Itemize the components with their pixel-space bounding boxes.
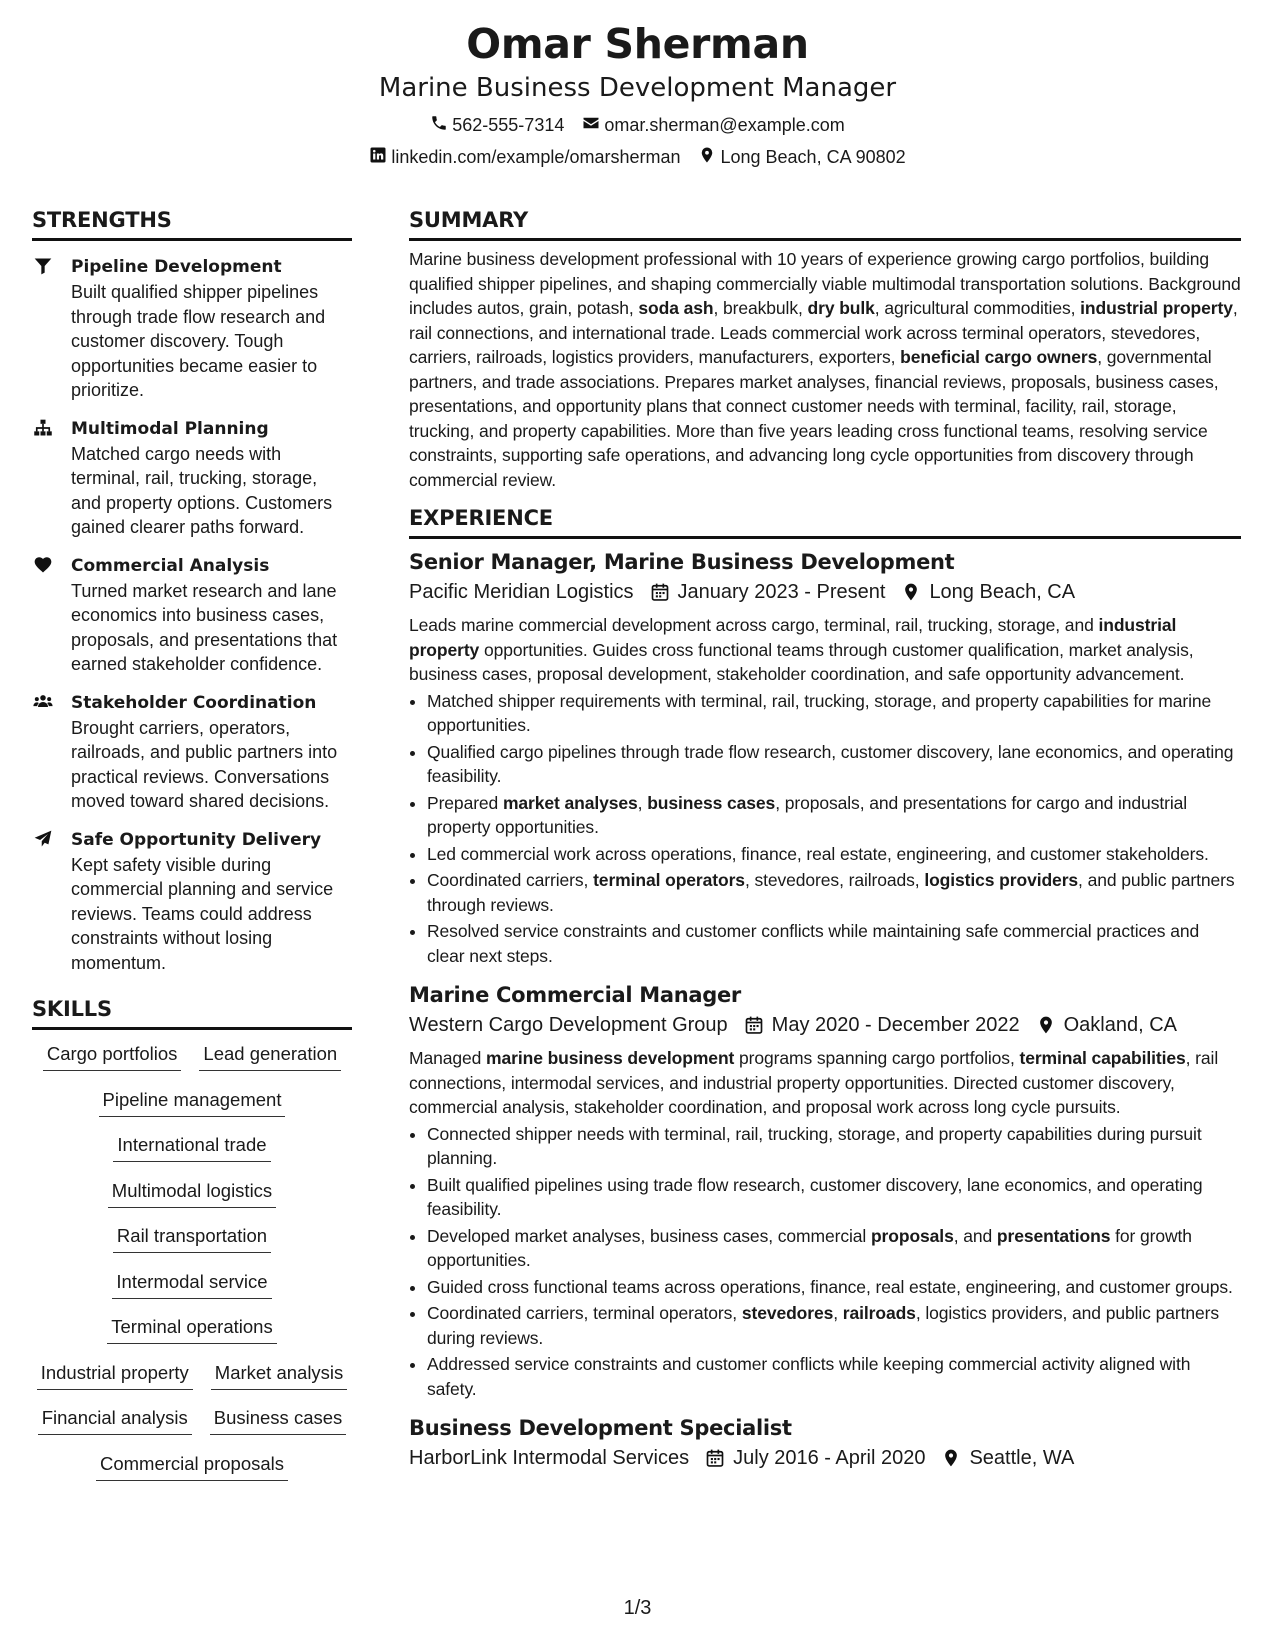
bullet-text: , and: [953, 1225, 997, 1246]
job-location-text: Oakland, CA: [1063, 1014, 1177, 1036]
bullet-text: , and public partners through reviews.: [427, 870, 1235, 915]
page-number: 1/3: [623, 1597, 652, 1619]
job-role: Business Development Specialist: [409, 1416, 792, 1440]
heart-icon: [32, 555, 56, 577]
skill-row: [113, 1133, 270, 1179]
job-bullet: [427, 689, 1241, 738]
bullet-emphasis: proposals: [870, 1225, 954, 1246]
job-dates: [744, 1010, 1020, 1040]
bullet-text: , proposals, and presentations for cargo and industrial property opportunities.: [427, 792, 1188, 837]
skill-tag: Multimodal logistics: [108, 1179, 276, 1208]
skill-row: [38, 1406, 347, 1452]
bullet-emphasis: market analyses: [502, 792, 638, 813]
job-entry: [409, 980, 1241, 1401]
map-pin-icon: [1036, 1015, 1056, 1035]
job-description: [409, 1046, 1241, 1120]
paper-plane-icon: [32, 829, 56, 851]
bullet-text: Prepared: [427, 792, 503, 813]
job-location-text: Seattle, WA: [969, 1447, 1075, 1469]
summary-text: Marine business development professional with 10 years of experience growing cargo portfolios, building qualified shipper pipelines, and shaping commercially viable multimodal transportation solutions. Background includes autos, grain, potash,: [409, 249, 1241, 318]
skill-tag: Market analysis: [211, 1361, 348, 1390]
job-description-emphasis: industrial property: [409, 615, 1177, 660]
contact-row-primary: [0, 114, 1275, 137]
bullet-emphasis: terminal operators: [593, 870, 745, 890]
map-pin-icon: [901, 582, 921, 602]
bullet-emphasis: stevedores: [741, 1303, 834, 1323]
job-bullet: [427, 842, 1241, 867]
job-company: Western Cargo Development Group: [409, 1014, 728, 1036]
bullet-text: Led commercial work across operations, finance, real estate, engineering, and customer stakeholders.: [427, 843, 1209, 864]
bullet-text: Coordinated carriers, terminal operators,: [427, 1303, 742, 1323]
skill-row: [113, 1224, 271, 1270]
envelope-icon: [582, 114, 600, 137]
skill-tag: Industrial property: [37, 1361, 193, 1390]
strength-item: [32, 554, 352, 677]
job-location: [1036, 1010, 1177, 1040]
job-description: [409, 613, 1241, 687]
job-bullet: [427, 868, 1241, 917]
skill-row: [112, 1270, 271, 1316]
skill-row: [37, 1361, 348, 1407]
summary-emphasis: industrial property: [1080, 298, 1233, 318]
job-bullet: [427, 919, 1241, 968]
strengths-heading: STRENGTHS: [32, 208, 352, 241]
summary-text: , governmental partners, and trade associations. Prepares market analyses, financial reviews, proposals, business cases, presentations, and opportunity plans that connect customer needs with terminal, facility, rail, storage, trucking, and property capabilities. More than five years leading cross functional teams, resolving service constraints, supporting safe operations, and advancing long cycle opportunities from discovery through commercial review.: [409, 347, 1219, 490]
sitemap-icon: [32, 418, 56, 440]
email-text: omar.sherman@example.com: [604, 115, 845, 135]
skill-tag: Rail transportation: [113, 1224, 271, 1253]
skills-list: [32, 1042, 352, 1497]
summary-heading: SUMMARY: [409, 208, 1241, 241]
linkedin-icon: [369, 146, 387, 169]
bullet-text: Coordinated carriers,: [427, 870, 594, 890]
skill-tag: Cargo portfolios: [43, 1042, 182, 1071]
job-description-text: opportunities. Guides cross functional teams through customer qualification, market analysis, business cases, proposal development, stakeholder coordination, and safe opportunity advancement.: [409, 639, 1194, 684]
job-description-text: Leads marine commercial development across cargo, terminal, rail, trucking, storage, and: [409, 615, 1099, 635]
strength-title: Multimodal Planning: [71, 418, 269, 439]
job-entry: [409, 547, 1241, 968]
job-bullets: [409, 689, 1241, 969]
map-pin-icon: [698, 146, 716, 169]
skill-tag: Financial analysis: [38, 1406, 192, 1435]
bullet-text: for growth opportunities.: [427, 1225, 1192, 1270]
job-bullet: [427, 1352, 1241, 1401]
summary-emphasis: beneficial cargo owners: [900, 347, 1098, 367]
bullet-text: , stevedores, railroads,: [744, 870, 925, 890]
calendar-icon: [705, 1448, 725, 1468]
skill-row: [108, 1179, 276, 1225]
job-bullets: [409, 1122, 1241, 1402]
strength-item: [32, 417, 352, 540]
contact-row-secondary: [0, 146, 1275, 169]
linkedin-text: linkedin.com/example/omarsherman: [391, 147, 681, 167]
job-location: [901, 577, 1075, 607]
experience-heading: EXPERIENCE: [409, 506, 1241, 539]
skill-tag: International trade: [113, 1133, 270, 1162]
bullet-text: ,: [833, 1303, 843, 1323]
skill-row: [107, 1315, 276, 1361]
summary-text: , breakbulk,: [713, 298, 808, 318]
contact-email[interactable]: [582, 114, 844, 137]
job-location-text: Long Beach, CA: [929, 581, 1076, 603]
job-bullet: [427, 1275, 1241, 1300]
skill-row: [99, 1088, 286, 1134]
strength-desc: Built qualified shipper pipelines through trade flow research and customer discovery. Tough opportunities became easier to prioritize.: [71, 282, 326, 400]
job-bullet: [427, 1173, 1241, 1222]
skill-tag: Commercial proposals: [96, 1452, 288, 1481]
job-role: Senior Manager, Marine Business Development: [409, 550, 955, 574]
bullet-text: Connected shipper needs with terminal, rail, trucking, storage, and property capabilities during pursuit planning.: [427, 1123, 1202, 1168]
summary-emphasis: soda ash: [638, 298, 714, 318]
strength-desc: Brought carriers, operators, railroads, and public partners into practical reviews. Conversations moved toward shared decisions.: [71, 717, 338, 811]
phone-text: 562-555-7314: [452, 115, 565, 135]
bullet-text: Built qualified pipelines using trade flow research, customer discovery, lane economics, and operating feasibility.: [427, 1174, 1203, 1219]
job-bullet: [427, 1224, 1241, 1273]
strength-item: [32, 255, 352, 403]
strength-title: Commercial Analysis: [71, 555, 270, 576]
job-bullet: [427, 1301, 1241, 1350]
job-dates-text: July 2016 - April 2020: [733, 1447, 926, 1469]
strength-title: Safe Opportunity Delivery: [71, 829, 322, 850]
job-role: Marine Commercial Manager: [409, 983, 741, 1007]
job-dates: [650, 577, 886, 607]
bullet-emphasis: presentations: [996, 1225, 1111, 1246]
bullet-text: Guided cross functional teams across operations, finance, real estate, engineering, and customer groups.: [427, 1276, 1233, 1297]
bullet-emphasis: railroads: [842, 1303, 916, 1323]
candidate-title: Marine Business Development Manager: [378, 73, 897, 103]
bullet-text: , logistics providers, and public partners during reviews.: [427, 1303, 1219, 1348]
job-company: HarborLink Intermodal Services: [409, 1447, 690, 1469]
job-description-text: Managed: [409, 1048, 487, 1068]
map-pin-icon: [941, 1448, 961, 1468]
skills-heading: SKILLS: [32, 997, 352, 1030]
strength-item: [32, 828, 352, 976]
strength-desc: Turned market research and lane economics into business cases, proposals, and presentations that earned stakeholder confidence.: [71, 580, 338, 674]
job-description-text: , rail connections, intermodal services, and industrial property opportunities. Directed customer discovery, commercial analysis, stakeholder coordination, and proposal work across long cycle pursuits.: [409, 1048, 1219, 1117]
contact-location: [698, 146, 905, 169]
bullet-text: Resolved service constraints and customer conflicts while maintaining safe commercial practices and clear next steps.: [427, 921, 1200, 966]
left-column: [32, 208, 352, 1497]
job-bullet: [427, 791, 1241, 840]
strength-item: [32, 691, 352, 814]
job-dates-text: May 2020 - December 2022: [771, 1014, 1020, 1036]
bullet-emphasis: logistics providers: [924, 870, 1079, 890]
summary-text: [409, 247, 1241, 492]
summary-text: , agricultural commodities,: [874, 298, 1081, 318]
skill-tag: Business cases: [210, 1406, 347, 1435]
bullet-text: Qualified cargo pipelines through trade flow research, customer discovery, lane economics, and operating feasibility.: [427, 741, 1234, 786]
bullet-emphasis: business cases: [647, 792, 776, 813]
experience-list: [409, 547, 1241, 1473]
bullet-text: ,: [637, 792, 648, 813]
contact-linkedin[interactable]: [369, 146, 680, 169]
job-company: Pacific Meridian Logistics: [409, 581, 634, 603]
skill-tag: Intermodal service: [112, 1270, 271, 1299]
calendar-icon: [650, 582, 670, 602]
skill-row: [96, 1452, 288, 1498]
strength-desc: Matched cargo needs with terminal, rail, trucking, storage, and property options. Customers gained clearer paths forward.: [71, 443, 333, 537]
candidate-name: Omar Sherman: [466, 20, 809, 68]
skill-tag: Lead generation: [199, 1042, 341, 1071]
job-bullet: [427, 1122, 1241, 1171]
bullet-text: Developed market analyses, business cases, commercial: [427, 1225, 871, 1246]
job-entry: [409, 1413, 1241, 1473]
job-location: [941, 1443, 1074, 1473]
skill-tag: Pipeline management: [99, 1088, 286, 1117]
job-meta: [409, 1443, 1241, 1473]
phone-icon: [430, 114, 448, 137]
strength-desc: Kept safety visible during commercial planning and service reviews. Teams could address constraints without losing momentum.: [71, 854, 334, 973]
job-description-emphasis: marine business development: [486, 1048, 735, 1068]
job-description-text: programs spanning cargo portfolios,: [734, 1048, 1020, 1068]
filter-icon: [32, 256, 56, 278]
location-text: Long Beach, CA 90802: [720, 147, 906, 167]
job-meta: [409, 1010, 1241, 1040]
users-icon: [32, 692, 56, 714]
summary-text: , rail connections, and international trade. Leads commercial work across terminal operators, stevedores, carriers, railroads, logistics providers, manufacturers, exporters,: [409, 298, 1238, 367]
right-column: [409, 208, 1241, 1473]
calendar-icon: [744, 1015, 764, 1035]
bullet-text: Addressed service constraints and customer conflicts while keeping commercial activity aligned with safety.: [427, 1354, 1191, 1399]
strength-title: Stakeholder Coordination: [71, 692, 317, 713]
strength-title: Pipeline Development: [71, 257, 282, 277]
bullet-text: Matched shipper requirements with terminal, rail, trucking, storage, and property capabilities for marine opportunities.: [427, 690, 1212, 735]
summary-emphasis: dry bulk: [807, 298, 875, 318]
job-dates-text: January 2023 - Present: [677, 581, 886, 603]
job-bullet: [427, 740, 1241, 789]
job-dates: [705, 1443, 925, 1473]
skill-row: [43, 1042, 341, 1088]
contact-phone[interactable]: [430, 114, 564, 137]
job-description-emphasis: terminal capabilities: [1019, 1048, 1186, 1068]
job-meta: [409, 577, 1241, 607]
skill-tag: Terminal operations: [107, 1315, 276, 1344]
